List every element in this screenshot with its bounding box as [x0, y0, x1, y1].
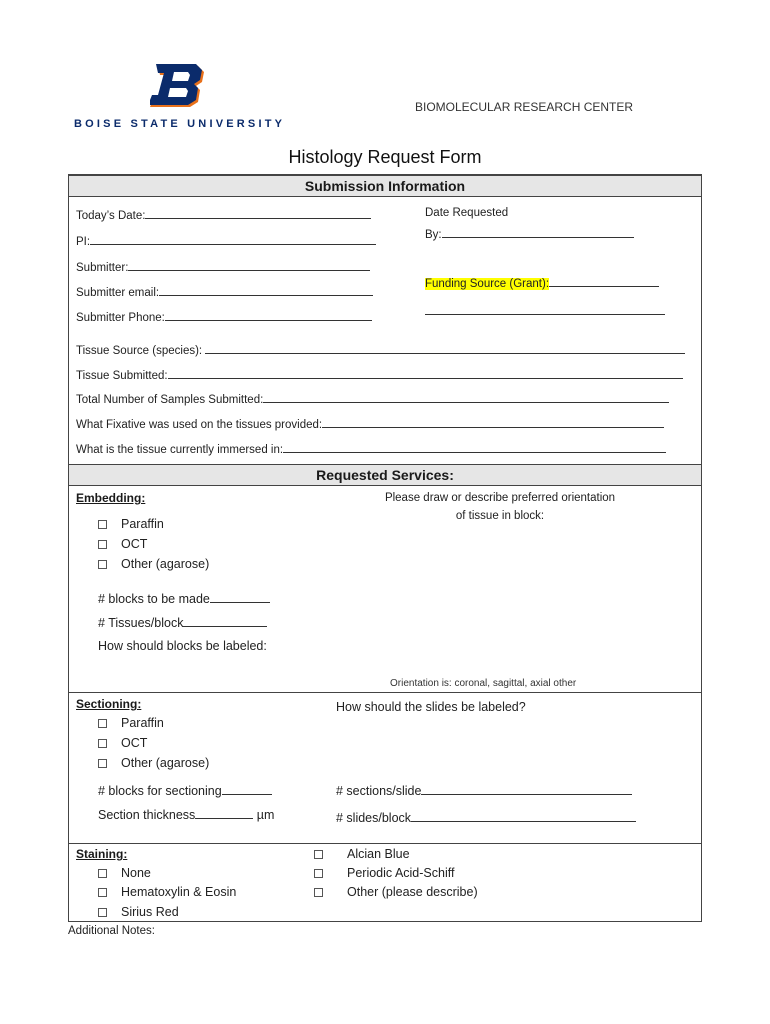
sections-per-slide-line[interactable]	[421, 783, 632, 795]
funding-source-line[interactable]	[549, 275, 659, 287]
submitter-field[interactable]	[76, 259, 370, 274]
funding-source-colon: :	[545, 278, 550, 290]
submitter-phone-field[interactable]	[76, 309, 372, 324]
embedding-option-oct[interactable]	[98, 537, 147, 551]
tissue-submitted-label: Tissue Submitted:	[76, 370, 168, 382]
blocks-for-sectioning-field[interactable]	[98, 783, 272, 798]
embedding-option-other[interactable]	[98, 557, 209, 571]
checkbox[interactable]	[98, 888, 107, 897]
orientation-prompt-line-1: Please draw or describe preferred orientation	[384, 492, 616, 504]
checkbox[interactable]	[98, 540, 107, 549]
tissue-submitted-line[interactable]	[168, 367, 683, 379]
checkbox[interactable]	[98, 739, 107, 748]
option-label: Hematoxylin & Eosin	[121, 885, 237, 899]
orientation-note: Orientation is: coronal, sagittal, axial other	[390, 678, 577, 689]
immersed-label: What is the tissue currently immersed in:	[76, 444, 284, 456]
boise-state-b-logo	[150, 64, 206, 108]
tissues-per-block-field[interactable]	[98, 615, 267, 630]
sectioning-option-paraffin[interactable]	[98, 716, 164, 730]
date-requested-line[interactable]	[442, 226, 634, 238]
total-samples-field[interactable]	[76, 391, 669, 406]
option-label: Other (agarose)	[121, 557, 210, 571]
submitter-line[interactable]	[128, 259, 370, 271]
submitter-label: Submitter:	[76, 262, 129, 274]
total-samples-label: Total Number of Samples Submitted:	[76, 394, 264, 406]
fixative-label: What Fixative was used on the tissues provided:	[76, 419, 323, 431]
blocks-for-sectioning-line[interactable]	[222, 783, 272, 795]
staining-heading: Staining:	[76, 847, 128, 861]
divider-staining	[69, 843, 701, 844]
divider-sectioning	[69, 692, 701, 693]
thickness-unit: µm	[256, 808, 275, 822]
option-label: Alcian Blue	[347, 847, 410, 861]
services-heading: Requested Services:	[69, 464, 701, 486]
tissues-per-block-line[interactable]	[183, 615, 267, 627]
option-label: OCT	[121, 736, 148, 750]
orientation-prompt-line-2: of tissue in block:	[455, 510, 545, 522]
option-label: None	[121, 866, 151, 880]
section-thickness-line[interactable]	[195, 807, 253, 819]
blocks-to-be-made-label: # blocks to be made	[98, 592, 210, 606]
university-name: BOISE STATE UNIVERSITY	[74, 118, 286, 130]
sectioning-option-other[interactable]	[98, 756, 209, 770]
additional-notes-label: Additional Notes:	[68, 925, 155, 937]
submitter-email-label: Submitter email:	[76, 287, 160, 299]
todays-date-line[interactable]	[145, 207, 371, 219]
submitter-phone-label: Submitter Phone:	[76, 312, 165, 324]
date-requested-by-field[interactable]	[425, 226, 634, 241]
form-title: Histology Request Form	[288, 147, 482, 167]
pi-line[interactable]	[90, 233, 376, 245]
fixative-field[interactable]	[76, 416, 664, 431]
checkbox[interactable]	[98, 759, 107, 768]
total-samples-line[interactable]	[263, 391, 669, 403]
checkbox[interactable]	[314, 869, 323, 878]
checkbox[interactable]	[98, 908, 107, 917]
checkbox[interactable]	[98, 520, 107, 529]
embedding-heading: Embedding:	[76, 491, 146, 505]
immersed-field[interactable]	[76, 441, 666, 456]
checkbox[interactable]	[98, 560, 107, 569]
sectioning-option-oct[interactable]	[98, 736, 147, 750]
staining-option-sirius-red[interactable]	[98, 905, 179, 919]
section-thickness-label: Section thickness	[98, 808, 196, 822]
block-label-question: How should blocks be labeled:	[98, 639, 267, 653]
slides-label-question: How should the slides be labeled?	[336, 700, 526, 714]
option-label: Paraffin	[121, 517, 164, 531]
section-thickness-field[interactable]	[98, 807, 274, 822]
tissue-source-label: Tissue Source (species):	[76, 345, 203, 357]
sections-per-slide-field[interactable]	[336, 783, 632, 798]
staining-option-pas[interactable]	[314, 866, 454, 880]
staining-option-none[interactable]	[98, 866, 151, 880]
tissue-source-line[interactable]	[205, 342, 685, 354]
submission-heading: Submission Information	[69, 175, 701, 197]
sectioning-heading: Sectioning:	[76, 697, 142, 711]
blocks-for-sectioning-label: # blocks for sectioning	[98, 784, 222, 798]
by-label: By:	[425, 229, 442, 241]
tissue-source-field[interactable]	[76, 342, 685, 357]
submitter-email-field[interactable]	[76, 284, 373, 299]
sections-per-slide-label: # sections/slide	[336, 784, 422, 798]
blocks-to-be-made-field[interactable]	[98, 591, 270, 606]
slides-per-block-label: # slides/block	[336, 811, 412, 825]
funding-source-line-2[interactable]	[425, 314, 665, 315]
pi-label: PI:	[76, 236, 91, 248]
embedding-option-paraffin[interactable]	[98, 517, 164, 531]
staining-option-he[interactable]	[98, 885, 236, 899]
staining-option-alcian-blue[interactable]	[314, 847, 410, 861]
option-label: Paraffin	[121, 716, 164, 730]
checkbox[interactable]	[98, 869, 107, 878]
checkbox[interactable]	[314, 888, 323, 897]
option-label: OCT	[121, 537, 148, 551]
submitter-phone-line[interactable]	[165, 309, 372, 321]
research-center-name: BIOMOLECULAR RESEARCH CENTER	[415, 100, 634, 114]
option-label: Other (agarose)	[121, 756, 210, 770]
slides-per-block-line[interactable]	[411, 810, 636, 822]
tissues-per-block-label: # Tissues/block	[98, 616, 184, 630]
option-label: Other (please describe)	[347, 885, 478, 899]
todays-date-label: Today’s Date:	[76, 210, 146, 222]
funding-source-label: Funding Source (Grant)	[425, 278, 546, 290]
slides-per-block-field[interactable]	[336, 810, 636, 825]
pi-field[interactable]	[76, 233, 376, 248]
option-label: Periodic Acid-Schiff	[347, 866, 455, 880]
fixative-line[interactable]	[322, 416, 664, 428]
checkbox[interactable]	[314, 850, 323, 859]
staining-option-other[interactable]	[314, 885, 478, 899]
todays-date-field[interactable]	[76, 207, 371, 222]
option-label: Sirius Red	[121, 905, 179, 919]
immersed-line[interactable]	[283, 441, 666, 453]
blocks-to-be-made-line[interactable]	[210, 591, 270, 603]
checkbox[interactable]	[98, 719, 107, 728]
funding-source-field[interactable]	[425, 275, 659, 290]
date-requested-label: Date Requested	[425, 207, 509, 219]
submitter-email-line[interactable]	[159, 284, 373, 296]
tissue-submitted-field[interactable]	[76, 367, 683, 382]
